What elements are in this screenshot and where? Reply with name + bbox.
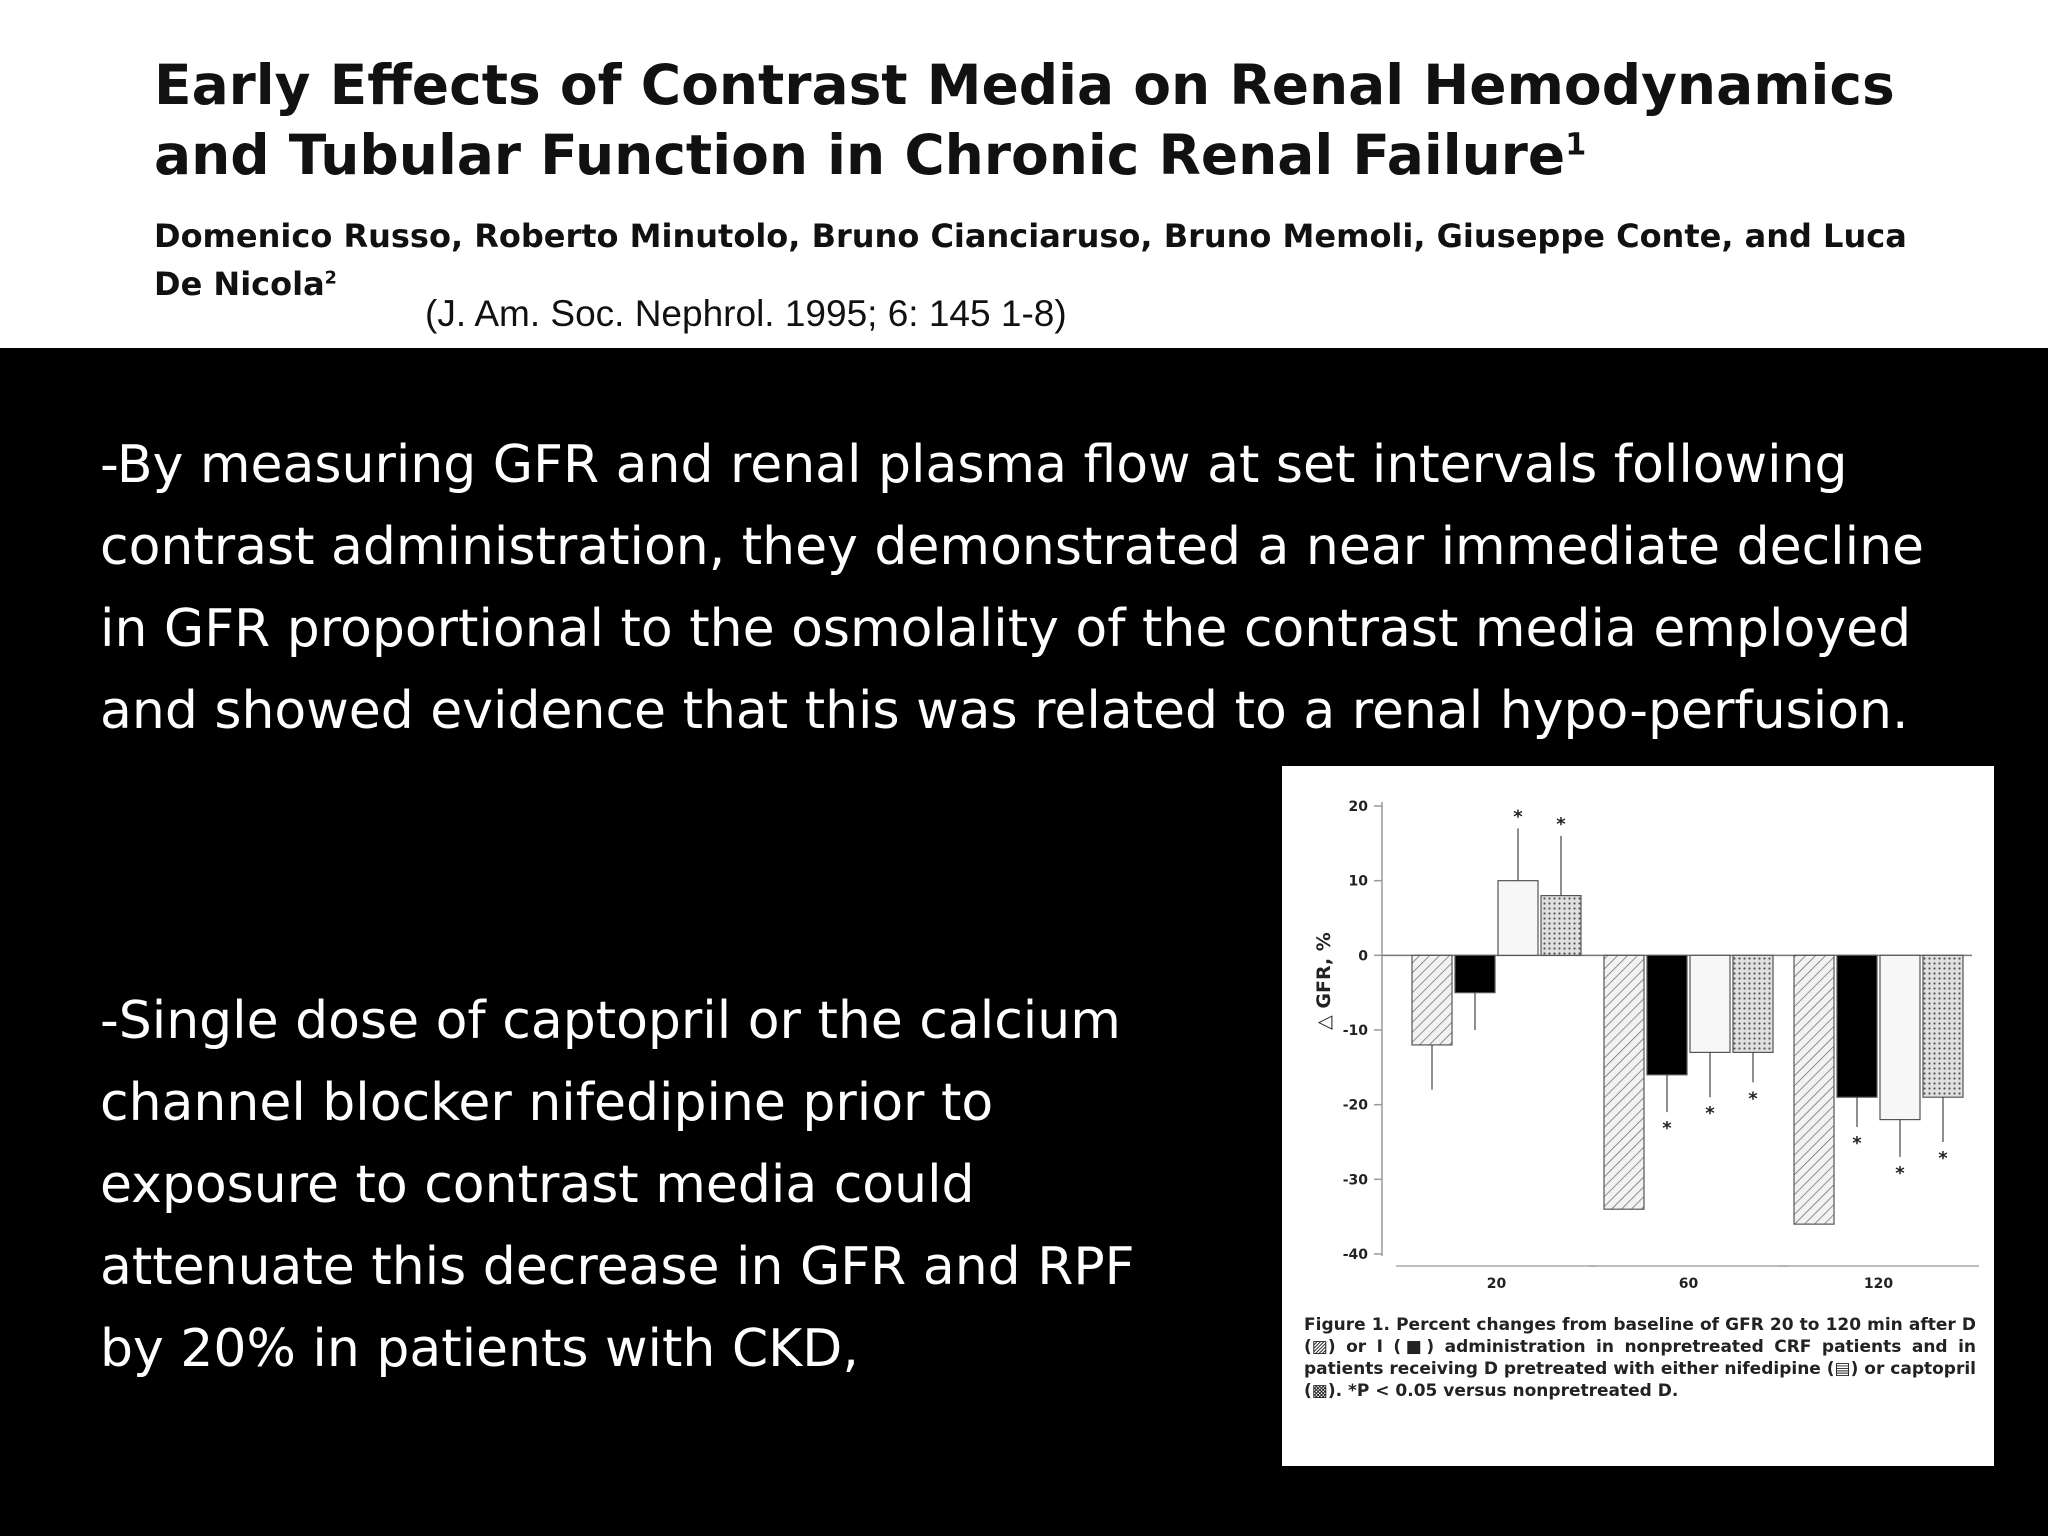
- bar: [1541, 896, 1581, 956]
- y-axis-label: △ GFR, %: [1313, 932, 1335, 1030]
- bullet-gfr-decline: -By measuring GFR and renal plasma flow at set intervals following contrast administration, they demonstrated a near immediate decline in GFR proportional to the osmolality of the contrast media employed and showed evidence that this was related to a renal hypo-perfusion.: [100, 435, 1925, 741]
- figure-gfr-chart: [1282, 766, 1994, 1466]
- paper-title: [154, 50, 2004, 190]
- significance-star: *: [1513, 806, 1523, 828]
- y-tick-label: -40: [1342, 1247, 1368, 1263]
- significance-star: *: [1852, 1133, 1862, 1155]
- paper-title-line1: Early Effects of Contrast Media on Renal Hemodynamics: [154, 53, 1895, 117]
- significance-star: *: [1662, 1118, 1672, 1140]
- authors-footnote-mark: 2: [324, 268, 337, 289]
- y-tick-label: -30: [1342, 1172, 1368, 1189]
- y-tick-label: 0: [1358, 948, 1368, 965]
- bar: [1837, 955, 1877, 1097]
- bar: [1412, 955, 1452, 1045]
- bar: [1880, 955, 1920, 1119]
- significance-star: *: [1705, 1103, 1715, 1125]
- y-tick-label: -10: [1342, 1023, 1368, 1039]
- journal-citation: (J. Am. Soc. Nephrol. 1995; 6: 145 1-8): [425, 293, 1067, 334]
- bar: [1498, 881, 1538, 956]
- x-tick-label: 20: [1486, 1276, 1507, 1292]
- gfr-bar-chart: [1282, 766, 1994, 1306]
- bar: [1690, 955, 1730, 1052]
- paper-title-line2: and Tubular Function in Chronic Renal Failure: [154, 123, 1566, 187]
- bar: [1733, 955, 1773, 1052]
- significance-star: *: [1895, 1162, 1905, 1184]
- bar: [1604, 955, 1644, 1209]
- y-tick-label: -20: [1342, 1097, 1368, 1114]
- significance-star: *: [1938, 1148, 1948, 1169]
- bar: [1455, 955, 1495, 992]
- authors-line2: De Nicola: [154, 265, 325, 303]
- significance-star: *: [1556, 813, 1566, 835]
- x-tick-label: 120: [1863, 1276, 1894, 1292]
- x-tick-label: 60: [1678, 1276, 1699, 1292]
- title-footnote-mark: 1: [1565, 127, 1587, 163]
- bar: [1923, 955, 1963, 1097]
- significance-star: *: [1748, 1088, 1758, 1110]
- authors-line1: Domenico Russo, Roberto Minutolo, Bruno Cianciaruso, Bruno Memoli, Giuseppe Conte, and Luca: [154, 217, 1907, 255]
- y-tick-label: 10: [1348, 873, 1368, 890]
- bar: [1647, 955, 1687, 1074]
- paper-header: [0, 0, 2048, 348]
- figure-caption: Figure 1. Percent changes from baseline of GFR 20 to 120 min after D (▨) or I (■) administration in nonpretreated CRF patients and in patients receiving D pretreated with either nifedipine (▤) or captopril (▩). *P < 0.05 versus nonpretreated D.: [1304, 1315, 1976, 1401]
- bullet-captopril-nifedipine: -Single dose of captopril or the calcium channel blocker nifedipine prior to exposure to contrast media could attenuate this decrease in GFR and RPF by 20% in patients with CKD,: [100, 991, 1135, 1379]
- bar: [1794, 955, 1834, 1224]
- y-tick-label: 20: [1348, 799, 1368, 815]
